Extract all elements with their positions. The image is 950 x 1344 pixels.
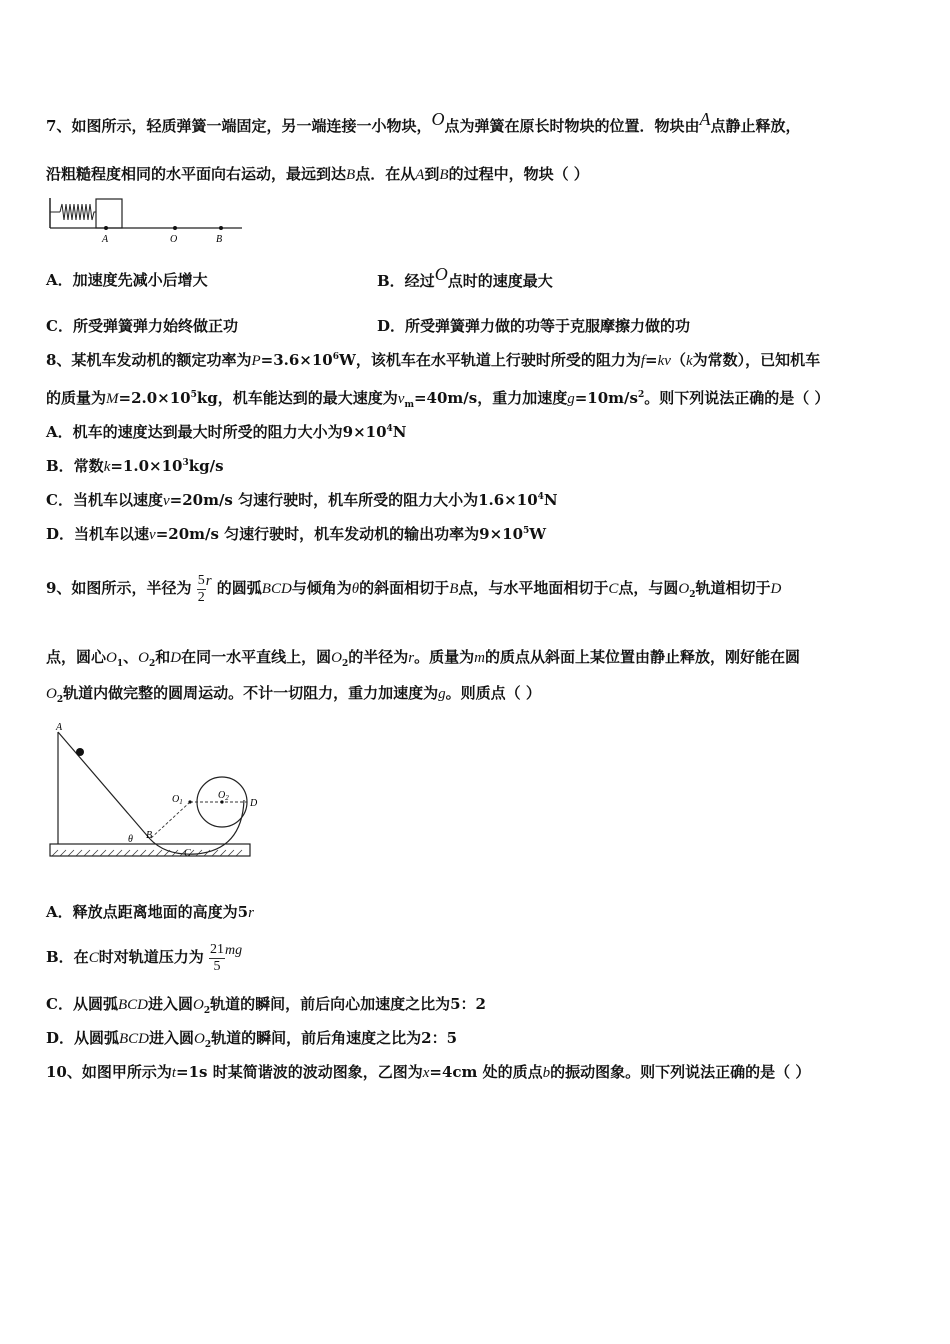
q8-line2: 的质量为$M=2.0\times 10^5kg$，机车能达到的最大速度为$v_m=40m/s$，重力加速度$g=10m/s^2$。则下列说法正确的是（ ） [46,389,830,410]
q9-option-a: A．释放点距离地面的高度为5r [46,903,254,921]
q8-option-b: B．常数$k=1.0\times 10^3kg/s$ [46,457,224,475]
q8-option-c: C．当机车以速度v=20m/s 匀速行驶时，机车所受的阻力大小为$1.6\times 10^4N$ [46,491,558,509]
q7-option-a: A．加速度先减小后增大 [46,271,208,289]
svg-text:D: D [250,798,258,809]
q10-line1: 10、如图甲所示为t=1s 时某简谐波的波动图象，乙图为x=4cm 处的质点b的振动图象。则下列说法正确的是（ ） [46,1063,811,1081]
svg-text:O1: $O_1$ [172,794,183,806]
particle [76,748,84,756]
q9-option-c: C．从圆弧BCD进入圆$O_2$轨道的瞬间，前后向心加速度之比为5：2 [46,995,486,1016]
q9-option-d: D．从圆弧BCD进入圆$O_2$轨道的瞬间，前后角速度之比为2：5 [46,1029,458,1050]
q9-line3: $O_2$轨道内做完整的圆周运动。不计一切阻力，重力加速度为g。则质点（ ） [46,684,541,705]
q8-line1: 8、某机车发动机的额定功率为$P=3.6\times 10^6W$，该机车在水平轨道上行驶时所受的阻力为f=kv（k为常数），已知机车 [46,351,821,369]
block [96,199,122,228]
pressure-fraction: $\frac{21}{5}$ [209,941,224,974]
q9-option-b: B．在C时对轨道压力为 $\frac{21}{5}$ mg [46,941,243,974]
q7-spring-figure [46,194,246,246]
svg-text:B: B [216,234,223,245]
q8-option-a: A．机车的速度达到最大时所受的阻力大小为$9\times 10^4N$ [46,423,407,441]
q9-track-figure [46,718,266,866]
q7-line2: 沿粗糙程度相同的水平面向右运动，最远到达B点．在从A到B的过程中，物块（ ） [46,165,589,183]
svg-text:A: A [56,722,63,733]
svg-text:C: C [184,848,191,859]
q7-option-b: B．经过O点时的速度最大 [377,264,553,290]
q7-line1: 7、如图所示，轻质弹簧一端固定，另一端连接一小物块，O点为弹簧在原长时物块的位置．物块由A点静止释放， [46,109,801,135]
q7-option-c: C．所受弹簧弹力始终做正功 [46,317,238,335]
radius-fraction: $\frac{5}{2}$ [197,572,205,605]
svg-text:θ: θ [128,834,133,845]
q8-option-d: D．当机车以速v=20m/s 匀速行驶时，机车发动机的输出功率为$9\times 10^5W$ [46,525,547,543]
svg-text:A: A [102,234,109,245]
q9-line2: 点，圆心$O_1$、$O_2$和D在同一水平直线上，圆$O_2$的半径为r。质量为m的质点从斜面上某位置由静止释放，刚好能在圆 [46,648,800,669]
svg-text:B: B [146,830,153,841]
q9-line1: 9、如图所示，半径为 $\frac{5}{2}$ r 的圆弧BCD与倾角为θ的斜面相切于B点，与水平地面相切于C点，与圆$O_2$轨道相切于D [46,572,782,605]
spring [60,204,96,220]
q7-option-d: D．所受弹簧弹力做的功等于克服摩擦力做的功 [377,317,691,335]
svg-text:O2: $O_2$ [218,790,229,802]
svg-text:O: O [170,234,178,245]
